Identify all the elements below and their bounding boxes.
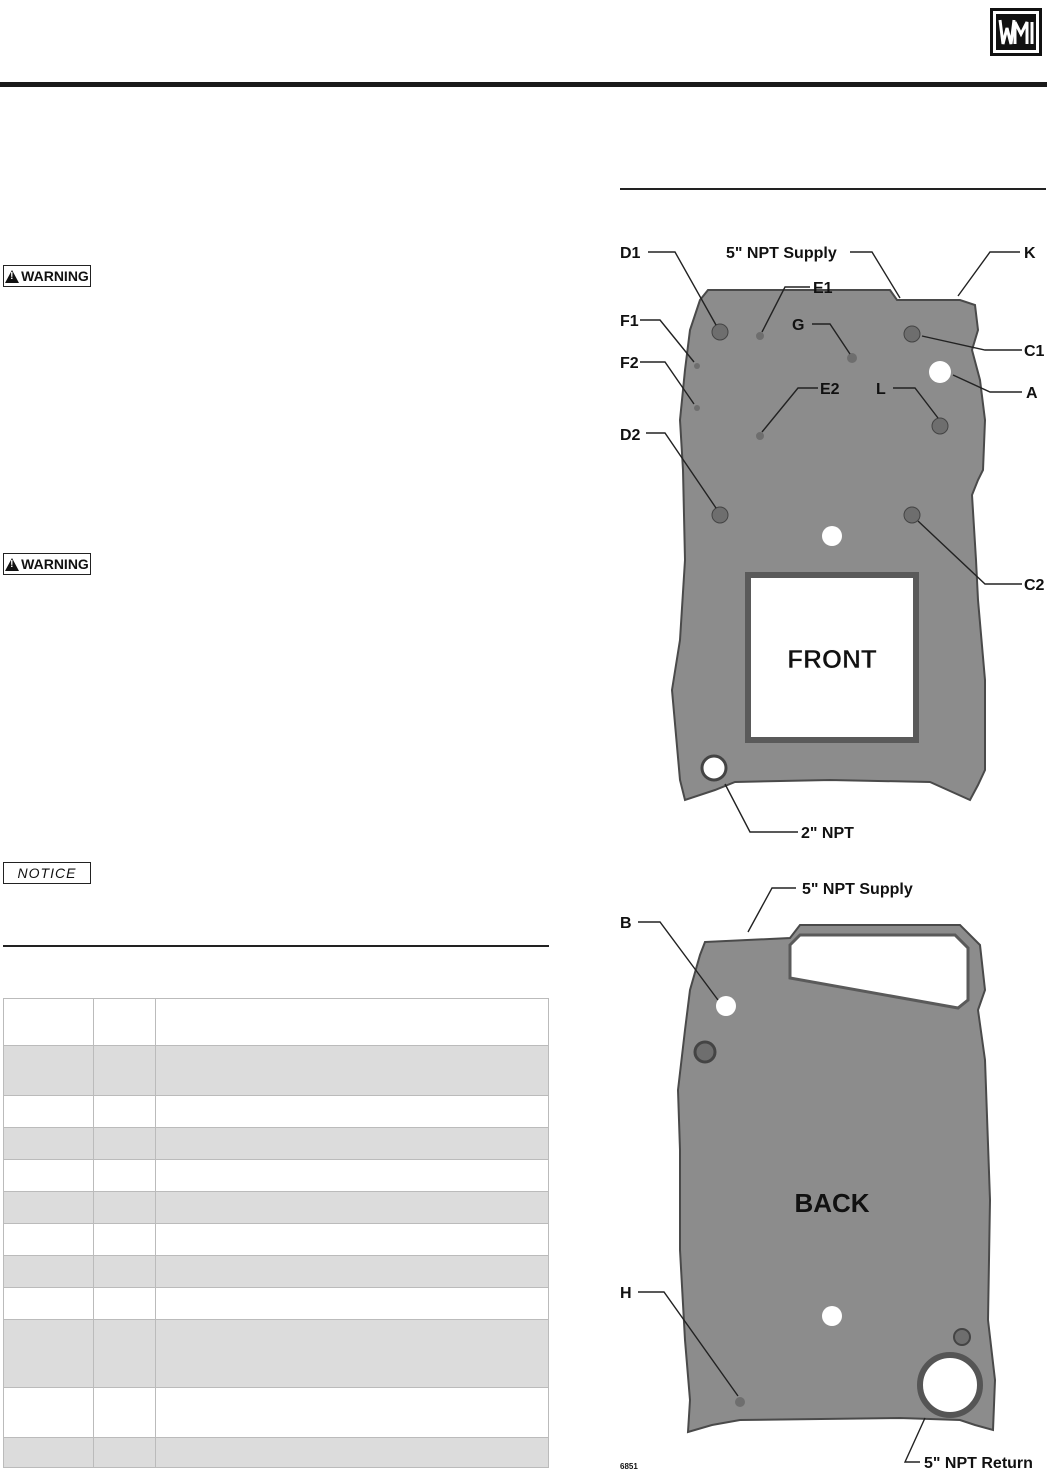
warning-label: WARNING [21, 268, 89, 284]
callout-f2: F2 [620, 355, 639, 372]
tapping-table [3, 998, 549, 1468]
callout-f1: F1 [620, 313, 639, 330]
table-row [4, 1224, 549, 1256]
callout-d1: D1 [620, 245, 641, 262]
callout-b: B [620, 915, 632, 932]
notice-badge [3, 862, 91, 884]
figure-number: 6851 [620, 1462, 638, 1470]
callout-supply: 5" NPT Supply [726, 245, 837, 262]
tapping-2npt [702, 756, 726, 780]
table-row [4, 1160, 549, 1192]
figure-rule [620, 188, 1046, 190]
tapping-d2 [712, 507, 728, 523]
back-panel-label: BACK [794, 1188, 870, 1218]
front-section-view [620, 245, 1045, 842]
table-row [4, 1256, 549, 1288]
warning-label: WARNING [21, 556, 89, 572]
callout-supply-back: 5" NPT Supply [802, 881, 913, 898]
tapping-b [716, 996, 736, 1016]
front-panel-label: FRONT [787, 644, 877, 674]
table-row [4, 1096, 549, 1128]
table-row [4, 1438, 549, 1468]
table-row [4, 1046, 549, 1096]
tapping-f1 [694, 363, 700, 369]
tapping-h [735, 1397, 745, 1407]
callout-e2: E2 [820, 381, 840, 398]
table-row [4, 1128, 549, 1160]
weil-mclain-logo [990, 8, 1042, 56]
table-row [4, 1320, 549, 1388]
back-center-hole [822, 1306, 842, 1326]
callout-d2: D2 [620, 427, 641, 444]
tapping-c2 [904, 507, 920, 523]
front-center-hole [822, 526, 842, 546]
tapping-f2 [694, 405, 700, 411]
callout-l: L [876, 381, 886, 398]
callout-c2: C2 [1024, 577, 1045, 594]
callout-g: G [792, 317, 805, 334]
notice-label: NOTICE [17, 865, 77, 881]
callout-e1: E1 [813, 280, 833, 297]
tapping-a [929, 361, 951, 383]
tapping-d1 [712, 324, 728, 340]
tapping-return [920, 1355, 980, 1415]
callout-h: H [620, 1285, 632, 1302]
callout-return: 5" NPT Return [924, 1455, 1033, 1470]
callout-k: K [1024, 245, 1036, 262]
warning-badge [3, 265, 91, 287]
callout-2npt: 2" NPT [801, 825, 854, 842]
table-row [4, 1288, 549, 1320]
warning-triangle-icon [5, 270, 19, 283]
back-boss [695, 1042, 715, 1062]
section-rule [3, 945, 549, 947]
header-rule [0, 82, 1047, 87]
back-section-view [620, 881, 1033, 1470]
tapping-e2 [756, 432, 764, 440]
table-row [4, 1388, 549, 1438]
tapping-g [847, 353, 857, 363]
callout-a: A [1026, 385, 1038, 402]
warning-triangle-icon [5, 558, 19, 571]
callout-c1: C1 [1024, 343, 1045, 360]
table-row [4, 999, 549, 1046]
tapping-c1 [904, 326, 920, 342]
table-row [4, 1192, 549, 1224]
back-small-boss [954, 1329, 970, 1345]
tapping-e1 [756, 332, 764, 340]
warning-badge [3, 553, 91, 575]
section-diagram [600, 230, 1047, 1470]
tapping-l [932, 418, 948, 434]
